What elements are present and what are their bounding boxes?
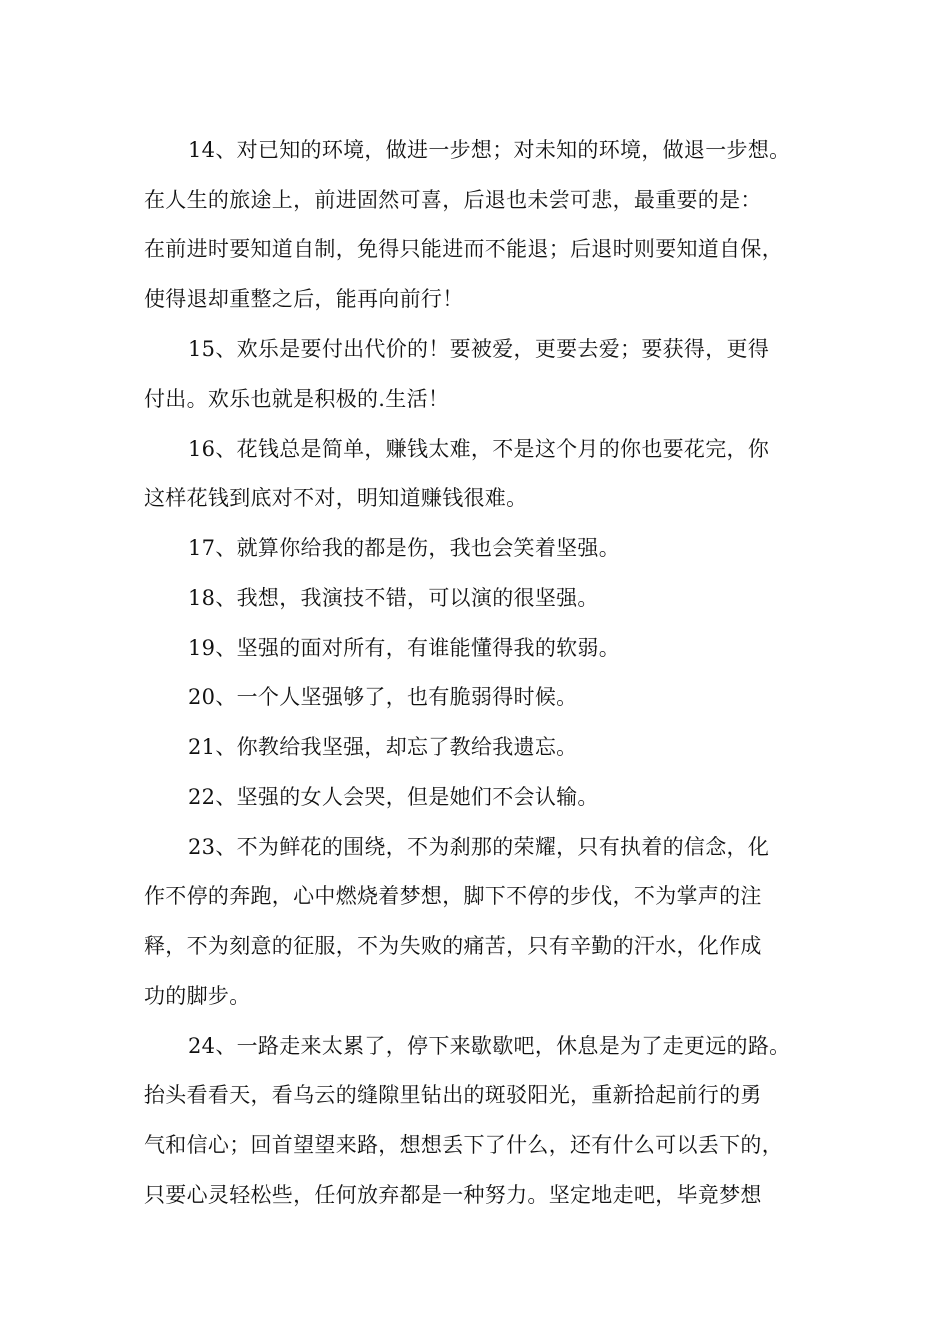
text-line: 作不停的奔跑，心中燃烧着梦想，脚下不停的步伐，不为掌声的注: [144, 884, 762, 908]
text-line: 抬头看看天，看乌云的缝隙里钻出的斑驳阳光，重新拾起前行的勇: [144, 1083, 762, 1107]
text-line: 付出。欢乐也就是积极的.生活！: [144, 387, 450, 411]
text-line: 15、欢乐是要付出代价的！要被爱，更要去爱；要获得，更得: [188, 337, 770, 361]
text-line: 19、坚强的面对所有，有谁能懂得我的软弱。: [188, 636, 621, 660]
text-line: 在前进时要知道自制，免得只能进而不能退；后退时则要知道自保，: [144, 237, 783, 261]
text-line: 在人生的旅途上，前进固然可喜，后退也未尝可悲，最重要的是：: [144, 188, 762, 212]
text-line: 只要心灵轻松些，任何放弃都是一种努力。坚定地走吧，毕竟梦想: [144, 1183, 762, 1207]
text-line: 16、花钱总是简单，赚钱太难，不是这个月的你也要花完，你: [188, 437, 770, 461]
text-line: 23、不为鲜花的围绕，不为刹那的荣耀，只有执着的信念，化: [188, 835, 770, 859]
text-line: 22、坚强的女人会哭，但是她们不会认输。: [188, 785, 599, 809]
text-line: 21、你教给我坚强，却忘了教给我遗忘。: [188, 735, 578, 759]
text-line: 功的脚步。: [144, 984, 251, 1008]
text-line: 17、就算你给我的都是伤，我也会笑着坚强。: [188, 536, 621, 560]
text-line: 这样花钱到底对不对，明知道赚钱很难。: [144, 486, 528, 510]
text-line: 18、我想，我演技不错，可以演的很坚强。: [188, 586, 599, 610]
text-line: 14、对已知的环境，做进一步想；对未知的环境，做退一步想。: [188, 138, 791, 162]
text-line: 24、一路走来太累了，停下来歇歇吧，休息是为了走更远的路。: [188, 1034, 791, 1058]
text-line: 气和信心；回首望望来路，想想丢下了什么，还有什么可以丢下的，: [144, 1133, 783, 1157]
text-line: 20、一个人坚强够了，也有脆弱得时候。: [188, 685, 578, 709]
text-line: 使得退却重整之后，能再向前行！: [144, 287, 464, 311]
text-line: 释，不为刻意的征服，不为失败的痛苦，只有辛勤的汗水，化作成: [144, 934, 762, 958]
